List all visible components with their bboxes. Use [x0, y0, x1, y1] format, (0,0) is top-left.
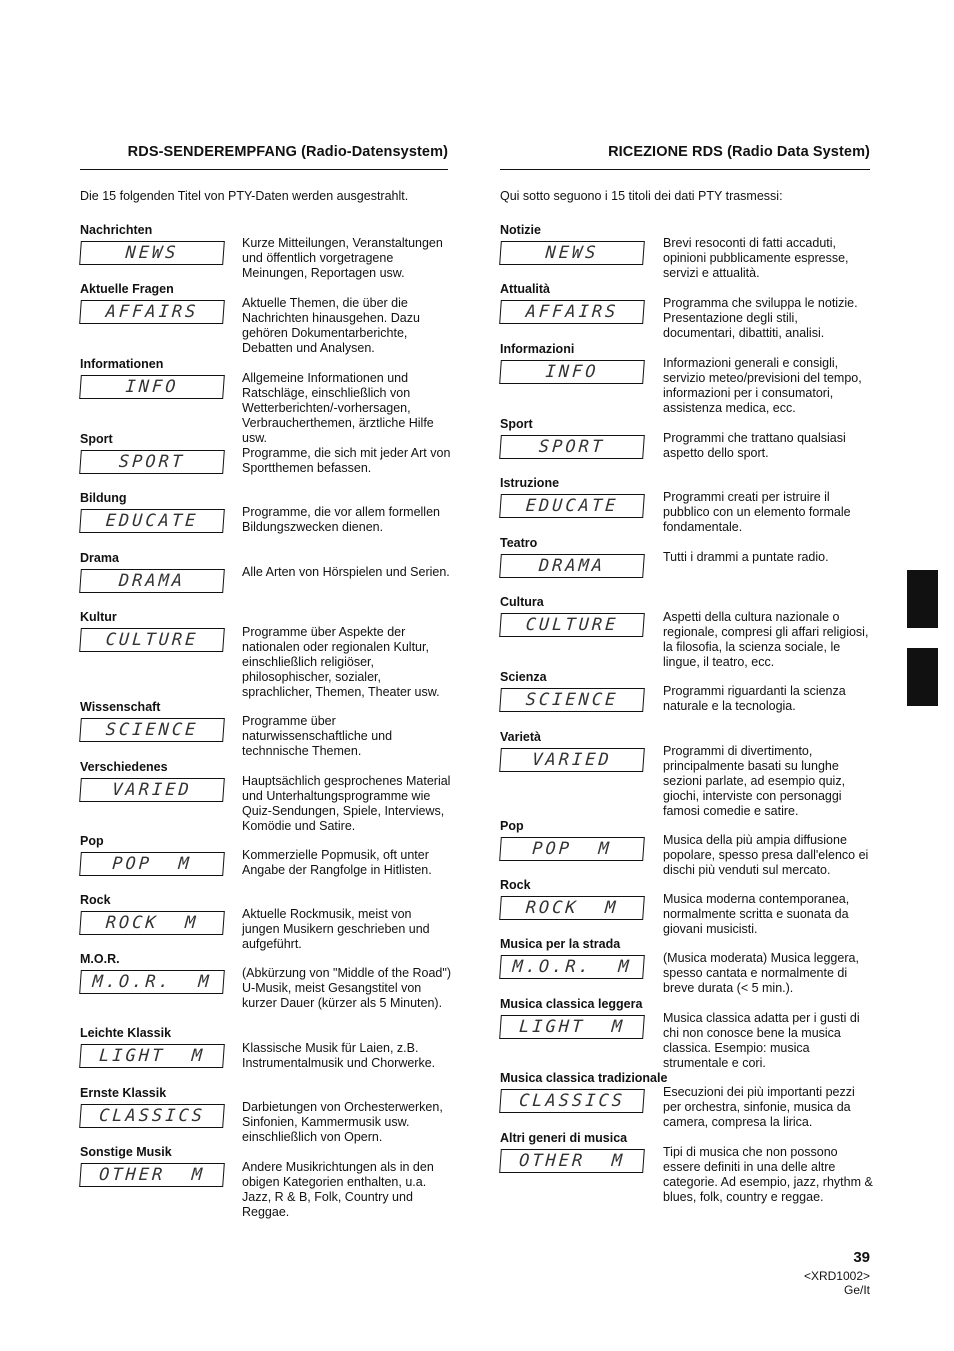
- lcd-display: DRAMA: [79, 569, 225, 593]
- pty-label: Musica classica leggera: [500, 997, 643, 1011]
- pty-description: Musica moderna contemporanea, normalmente scritta e suonata da giovani musicisti.: [663, 892, 850, 936]
- pty-label: Varietà: [500, 730, 542, 744]
- page-number: 39: [853, 1249, 870, 1266]
- pty-label: Rock: [80, 893, 111, 907]
- lcd-display: EDUCATE: [79, 509, 225, 533]
- lcd-display: INFO: [499, 360, 645, 384]
- pty-label: M.O.R.: [80, 952, 120, 966]
- lcd-display: SCIENCE: [499, 688, 645, 712]
- pty-description: Aspetti della cultura nazionale o regionale, compresi gli affari religiosi, la filosofia, la scienza sociale, le lingue, il teatro, ecc.: [663, 610, 869, 669]
- pty-description: Esecuzioni dei più importanti pezzi per orchestra, sinfonie, musica da camera, compresa la lirica.: [663, 1085, 855, 1129]
- pty-description: Klassische Musik für Laien, z.B. Instrumentalmusik und Chorwerke.: [242, 1041, 436, 1070]
- lcd-display: ROCK M: [499, 896, 645, 920]
- lcd-display: SPORT: [499, 435, 645, 459]
- pty-label: Nachrichten: [80, 223, 153, 237]
- pty-description: Alle Arten von Hörspielen und Serien.: [242, 565, 450, 579]
- lcd-display: LIGHT M: [499, 1015, 645, 1039]
- pty-label: Istruzione: [500, 476, 560, 490]
- pty-description: Musica della più ampia diffusione popolare, spesso presa dall'elenco ei dischi più venduti sul mercato.: [663, 833, 869, 877]
- pty-label: Aktuelle Fragen: [80, 282, 174, 296]
- lcd-display: CULTURE: [499, 613, 645, 637]
- pty-description: (Abkürzung von "Middle of the Road") U-Musik, meist Gesangstitel von kurzer Dauer (kürzer als 5 Minuten).: [242, 966, 451, 1010]
- lcd-display: OTHER M: [499, 1149, 645, 1173]
- section-title-italian: RICEZIONE RDS (Radio Data System): [500, 144, 870, 170]
- lcd-display: VARIED: [499, 748, 645, 772]
- pty-label: Altri generi di musica: [500, 1131, 628, 1145]
- pty-label: Notizie: [500, 223, 541, 237]
- pty-label: Drama: [80, 551, 119, 565]
- pty-description: Programmi di divertimento, principalmente basati su lunghe sezioni parlate, ad esempio quiz, giochi, interviste con personaggi famosi comedie e satire.: [663, 744, 846, 818]
- pty-description: Programmi creati per istruire il pubblico con un elemento formale fondamentale.: [663, 490, 851, 534]
- sidebar-marker-bottom: [907, 648, 938, 706]
- lcd-display: POP M: [499, 837, 645, 861]
- pty-description: Kurze Mitteilungen, Veranstaltungen und öffentlich vorgetragene Meinungen, Reportagen usw.: [242, 236, 443, 280]
- pty-label: Rock: [500, 878, 531, 892]
- section-title-german: RDS-SENDEREMPFANG (Radio-Datensystem): [80, 144, 448, 170]
- pty-label: Verschiedenes: [80, 760, 168, 774]
- pty-label: Sport: [80, 432, 113, 446]
- pty-label: Kultur: [80, 610, 117, 624]
- document-code: <XRD1002>: [803, 1269, 870, 1283]
- pty-description: Informazioni generali e consigli, servizio meteo/previsioni del tempo, informazioni per i consumatori, assistenza medica, ecc.: [663, 356, 862, 415]
- lcd-display: LIGHT M: [79, 1044, 225, 1068]
- lcd-display: AFFAIRS: [79, 300, 225, 324]
- pty-description: Kommerzielle Popmusik, oft unter Angabe der Rangfolge in Hitlisten.: [242, 848, 432, 877]
- lcd-display: SCIENCE: [79, 718, 225, 742]
- pty-description: Programmi riguardanti la scienza naturale e la tecnologia.: [663, 684, 846, 713]
- pty-label: Sport: [500, 417, 533, 431]
- lcd-display: EDUCATE: [499, 494, 645, 518]
- pty-description: Programme über naturwissenschaftliche und technnische Themen.: [242, 714, 393, 758]
- pty-description: Andere Musikrichtungen als in den obigen Kategorien enthalten, u.a. Jazz, R & B, Folk, Country und Reggae.: [242, 1160, 434, 1219]
- lcd-display: CULTURE: [79, 628, 225, 652]
- pty-description: Brevi resoconti di fatti accaduti, opinioni pubblicamente espresse, servizi e attualità.: [663, 236, 849, 280]
- intro-text-italian: Qui sotto seguono i 15 titoli dei dati PTY trasmessi:: [500, 189, 783, 203]
- pty-label: Bildung: [80, 491, 127, 505]
- pty-description: Allgemeine Informationen und Ratschläge, einschließlich von Wetterberichten/-vorhersagen, Verbraucherthemen, ärztliche Hilfe usw.: [242, 371, 434, 445]
- pty-label: Leichte Klassik: [80, 1026, 172, 1040]
- pty-label: Attualità: [500, 282, 550, 296]
- lcd-display: SPORT: [79, 450, 225, 474]
- pty-label: Pop: [80, 834, 104, 848]
- pty-label: Ernste Klassik: [80, 1086, 167, 1100]
- language-code: Ge/It: [843, 1283, 870, 1297]
- sidebar-marker-top: [907, 570, 938, 628]
- pty-description: Programme, die vor allem formellen Bildungszwecken dienen.: [242, 505, 440, 534]
- lcd-display: INFO: [79, 375, 225, 399]
- lcd-display: AFFAIRS: [499, 300, 645, 324]
- pty-label: Teatro: [500, 536, 538, 550]
- lcd-display: VARIED: [79, 778, 225, 802]
- lcd-display: M.O.R. M: [499, 955, 645, 979]
- pty-label: Pop: [500, 819, 524, 833]
- lcd-display: POP M: [79, 852, 225, 876]
- pty-label: Musica classica tradizionale: [500, 1071, 668, 1085]
- pty-description: Hauptsächlich gesprochenes Material und Unterhaltungsprogramme wie Quiz-Sendungen, Spiele, Interviews, Komödie und Satire.: [242, 774, 451, 833]
- pty-description: Programme, die sich mit jeder Art von Sportthemen befassen.: [242, 446, 451, 475]
- pty-description: Tutti i drammi a puntate radio.: [663, 550, 829, 564]
- intro-text-german: Die 15 folgenden Titel von PTY-Daten werden ausgestrahlt.: [80, 189, 409, 203]
- pty-label: Cultura: [500, 595, 544, 609]
- lcd-display: ROCK M: [79, 911, 225, 935]
- pty-description: Aktuelle Rockmusik, meist von jungen Musikern geschrieben und aufgeführt.: [242, 907, 430, 951]
- pty-description: (Musica moderata) Musica leggera, spesso cantata e normalmente di breve durata (< 5 min.).: [663, 951, 859, 995]
- pty-label: Scienza: [500, 670, 547, 684]
- german-column: [80, 144, 451, 1219]
- lcd-display: DRAMA: [499, 554, 645, 578]
- pty-description: Darbietungen von Orchesterwerken, Sinfonien, Kammermusik usw. einschließlich von Opern.: [242, 1100, 443, 1144]
- lcd-display: M.O.R. M: [79, 970, 225, 994]
- pty-description: Programme über Aspekte der nationalen oder regionalen Kultur, einschließlich religiöser, philosophischer, sozialer, sprachlicher, Themen, Theater usw.: [242, 625, 440, 699]
- pty-description: Musica classica adatta per i gusti di chi non conosce bene la musica classica. Esempio: musica strumentale e cori.: [663, 1011, 860, 1070]
- lcd-display: OTHER M: [79, 1163, 225, 1187]
- pty-description: Tipi di musica che non possono essere definiti in una delle altre categorie. Ad esempio, jazz, rhythm & blues, folk, country e reggae.: [663, 1145, 873, 1204]
- pty-label: Sonstige Musik: [80, 1145, 172, 1159]
- lcd-display: CLASSICS: [79, 1104, 225, 1128]
- pty-description: Programma che sviluppa le notizie. Presentazione degli stili, documentari, dibattiti, analisi.: [663, 296, 858, 340]
- pty-description: Aktuelle Themen, die über die Nachrichten hinausgehen. Dazu gehören Dokumentarberichte, Debatten und Analysen.: [242, 296, 420, 355]
- pty-label: Musica per la strada: [500, 937, 621, 951]
- pty-label: Wissenschaft: [80, 700, 161, 714]
- lcd-display: NEWS: [499, 241, 645, 265]
- lcd-display: NEWS: [79, 241, 225, 265]
- pty-label: Informazioni: [500, 342, 575, 356]
- lcd-display: CLASSICS: [499, 1089, 645, 1113]
- italian-column: [500, 144, 873, 1204]
- pty-description: Programmi che trattano qualsiasi aspetto dello sport.: [663, 431, 846, 460]
- pty-label: Informationen: [80, 357, 164, 371]
